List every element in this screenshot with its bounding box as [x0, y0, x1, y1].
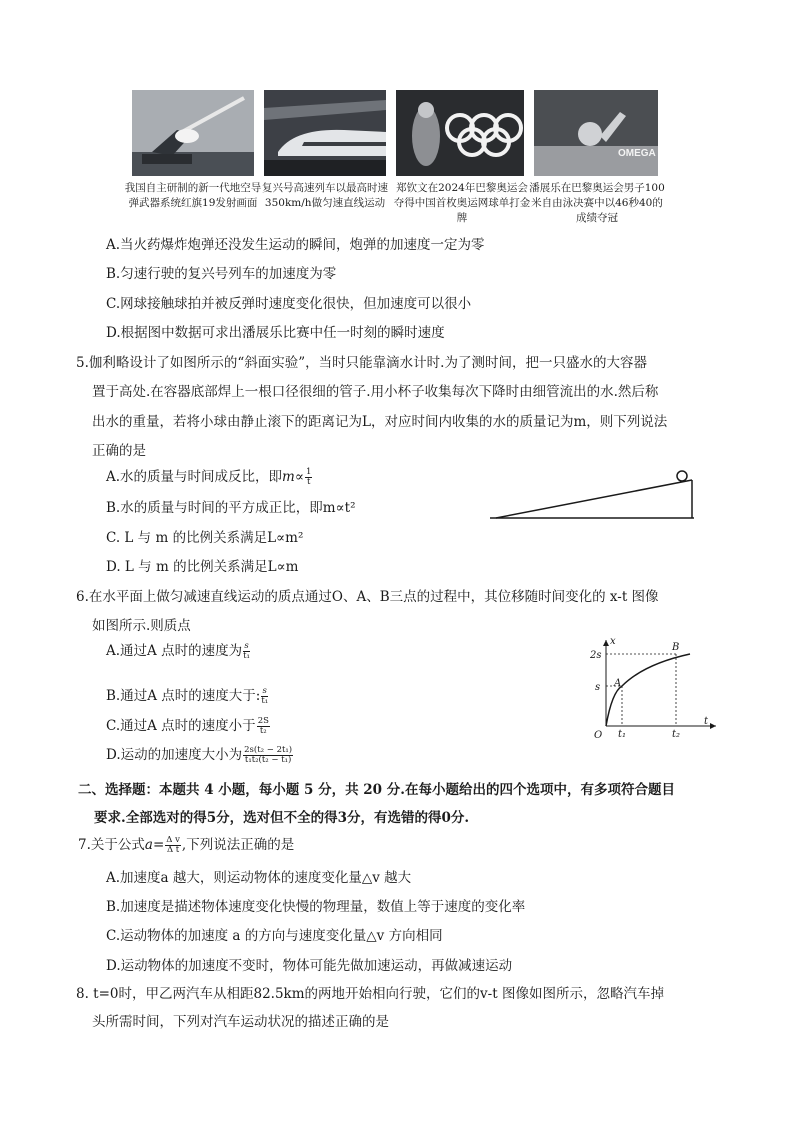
graph-origin-label: O	[594, 730, 603, 741]
ball-icon	[677, 471, 687, 481]
fraction-s-over-t1: $\frac{s}{\text{t₁}}$	[243, 641, 250, 661]
fraction-dv-over-dt: $\frac{\text{Δ v}}{\text{Δ t}}$	[166, 835, 180, 855]
q5-option-a: A.水的质量与时间成反比，即m∝ $\frac{1}{t}$	[106, 467, 312, 487]
q7-option-a: A.加速度a 越大，则运动物体的速度变化量△v 越大	[106, 870, 412, 886]
photo-caption-2: 复兴号高速列车以最高时速350km/h做匀速直线运动	[262, 182, 388, 209]
q5-stem-3: 出水的重量，若将小球由静止滚下的距离记为L，对应时间内收集的水的质量记为m，则下列说法	[92, 414, 668, 430]
tennis-olympic-photo	[396, 90, 524, 176]
fraction-acceleration: $\frac{\text{2s(t₂ − 2t₁)}}{\text{t₁t₂(t₂ − t₁)}}$	[244, 745, 293, 765]
q7-stem: 7.关于公式a= $\frac{\text{Δ v}}{\text{Δ t}}$ ,下列说法正确的是	[78, 835, 295, 855]
q5-option-b: B.水的质量与时间的平方成正比，即m∝t²	[106, 500, 356, 516]
q6-option-a: A.通过A 点时的速度为 $\frac{s}{\text{t₁}}$	[106, 641, 250, 661]
bullet-train-photo	[264, 90, 386, 176]
photo-caption-3: 郑钦文在2024年巴黎奥运会夺得中国首枚奥运网球单打金牌	[393, 182, 531, 224]
graph-point-a: A	[614, 678, 622, 689]
graph-t-label: t	[704, 716, 709, 727]
photo-caption-1: 我国自主研制的新一代地空导弹武器系统红旗19发射画面	[124, 182, 262, 209]
q4-option-b: B.匀速行驶的复兴号列车的加速度为零	[106, 266, 337, 282]
photo-caption-4: 潘展乐在巴黎奥运会男子100米自由泳决赛中以46秒40的成绩夺冠	[529, 182, 665, 224]
q7-option-d: D.运动物体的加速度不变时，物体可能先做加速运动，再做减速运动	[106, 958, 513, 974]
swimming-photo	[534, 90, 658, 176]
q8-stem-2: 头所需时间，下列对汽车运动状况的描述正确的是	[92, 1014, 389, 1030]
q4-option-a: A.当火药爆炸炮弹还没发生运动的瞬间，炮弹的加速度一定为零	[106, 237, 485, 253]
q6-option-c: C.通过A 点时的速度小于 $\frac{2S}{\text{t₂}}$	[106, 716, 269, 736]
q4-option-c: C.网球接触球拍并被反弹时速度变化很快，但加速度可以很小	[106, 296, 472, 312]
graph-2s-tick: 2s	[590, 650, 602, 661]
q7-option-c: C.运动物体的加速度 a 的方向与速度变化量△v 方向相同	[106, 928, 443, 944]
q4-option-d: D.根据图中数据可求出潘展乐比赛中任一时刻的瞬时速度	[106, 325, 445, 341]
incline-diagram	[488, 462, 708, 524]
missile-launch-photo	[132, 90, 254, 176]
q5-option-c: C. L 与 m 的比例关系满足L∝m²	[106, 530, 304, 546]
fraction-s-over-t1-b: $\frac{s}{\text{t₁}}$	[261, 686, 269, 706]
fraction-2s-over-t2: $\frac{2S}{\text{t₂}}$	[257, 716, 269, 736]
graph-s-tick: s	[595, 682, 601, 693]
q8-stem-1: 8. t=0时，甲乙两汽车从相距82.5km的两地开始相向行驶，它们的v-t 图像如图所示，忽略汽车掉	[76, 986, 664, 1002]
q6-stem-1: 6.在水平面上做匀减速直线运动的质点通过O、A、B三点的过程中，其位移随时间变化的 x-t 图像	[76, 589, 659, 605]
q6-stem-2: 如图所示.则质点	[92, 618, 191, 634]
q5-stem-4: 正确的是	[92, 443, 146, 459]
section-2-heading-1: 二、选择题：本题共 4 小题，每小题 5 分，共 20 分.在每小题给出的四个选项中，有多项符合题目	[78, 782, 675, 798]
graph-t2-tick: t₂	[672, 729, 681, 740]
xt-graph	[592, 636, 722, 740]
section-2-heading-2: 要求.全部选对的得5分，选对但不全的得3分，有选错的得0分.	[94, 810, 470, 826]
fraction-1-over-t: $\frac{1}{t}$	[306, 467, 312, 487]
q5-stem-2: 置于高处.在容器底部焊上一根口径很细的管子.用小杯子收集每次下降时由细管流出的水.然后称	[92, 384, 659, 400]
graph-t1-tick: t₁	[618, 729, 627, 740]
q6-option-d: D.运动的加速度大小为 $\frac{\text{2s(t₂ − 2t₁)}}{\text{t₁t₂(t₂ − t₁)}}$	[106, 745, 293, 765]
q5-stem-1: 5.伽利略设计了如图所示的“斜面实验”，当时只能靠滴水计时.为了测时间，把一只盛水的大容器	[76, 355, 647, 371]
graph-x-label: x	[610, 636, 616, 647]
q5-option-d: D. L 与 m 的比例关系满足L∝m	[106, 559, 299, 575]
graph-point-b: B	[672, 642, 680, 653]
omega-logo-text: OMEGA	[618, 148, 656, 159]
q7-option-b: B.加速度是描述物体速度变化快慢的物理量，数值上等于速度的变化率	[106, 899, 526, 915]
q6-option-b: B.通过A 点时的速度大于: $\frac{s}{\text{t₁}}$	[106, 686, 269, 706]
